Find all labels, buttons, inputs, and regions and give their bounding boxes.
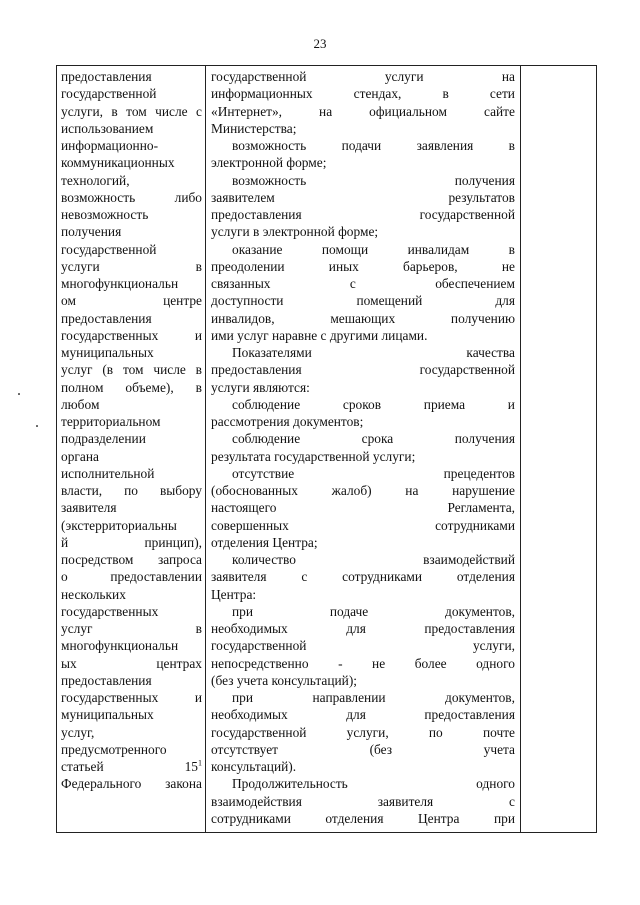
text-line: государственных и — [61, 690, 202, 705]
text-line: Показателями качества — [232, 345, 515, 360]
text-line: технологий, — [61, 172, 130, 188]
text-line: предоставления государственной — [211, 362, 515, 378]
text-line: необходимых для предоставления — [211, 621, 515, 636]
text-line: соблюдение сроков приема и — [232, 396, 515, 412]
text-line: заявителя — [61, 500, 117, 516]
text-line: муниципальных — [61, 345, 154, 360]
text-line: возможность получения — [232, 172, 515, 188]
criteria-column — [57, 66, 206, 832]
margin-dot — [36, 425, 38, 427]
text-line: государственной услуги, по почте — [211, 724, 515, 740]
text-line: предоставления — [61, 69, 152, 84]
text-line: результата государственной услуги; — [211, 448, 416, 464]
text-line: полном объеме), в — [61, 379, 202, 395]
text-line: услуг (в том числе в — [61, 362, 202, 378]
text-line: доступности помещений для — [211, 293, 515, 309]
text-line: услуг в — [61, 621, 202, 636]
indicators-column — [206, 66, 521, 832]
text-line: оказание помощи инвалидам в — [232, 241, 515, 257]
text-line: ом центре — [61, 293, 202, 309]
text-line: услуги являются: — [211, 379, 310, 395]
text-line: (без учета консультаций); — [211, 672, 357, 688]
text-line: связанных с обеспечением — [211, 276, 515, 291]
text-line: преодолении иных барьеров, не — [211, 258, 515, 274]
text-line: территориальном — [61, 414, 161, 429]
text-line: возможность подачи заявления в — [232, 138, 515, 153]
text-line: предоставления государственной — [211, 207, 515, 222]
text-line: количество взаимодействий — [232, 552, 515, 567]
text-line: подразделении — [61, 431, 146, 447]
text-line: взаимодействия заявителя с — [211, 793, 515, 809]
empty-column — [521, 66, 596, 832]
text-line: соблюдение срока получения — [232, 431, 515, 447]
text-line: при направлении документов, — [232, 690, 515, 705]
text-line: услуги, в том числе с — [61, 103, 202, 119]
text-line: непосредственно - не более одного — [211, 655, 515, 671]
text-line: статьей $15^1$ — [61, 758, 202, 774]
text-line: государственной услуги на — [211, 69, 515, 84]
text-line: Центра: — [211, 586, 257, 602]
text-line: при подаче документов, — [232, 603, 515, 619]
text-line: й принцип), — [61, 534, 202, 550]
text-line: получения — [61, 224, 122, 240]
text-line: муниципальных — [61, 707, 154, 723]
text-line: ими услуг наравне с другими лицами. — [211, 327, 428, 343]
text-line: любом — [61, 396, 100, 412]
text-line: сотрудниками отделения Центра при — [211, 810, 515, 826]
text-line: государственных — [61, 603, 159, 619]
text-line: совершенных сотрудниками — [211, 517, 515, 533]
text-line: «Интернет», на официальном сайте — [211, 103, 515, 119]
indicators-text — [206, 66, 520, 827]
text-line: инвалидов, мешающих получению — [211, 310, 515, 326]
text-line: необходимых для предоставления — [211, 707, 515, 723]
text-line: использованием — [61, 120, 154, 136]
text-line: заявителем результатов — [211, 189, 515, 205]
text-line: многофункциональн — [61, 638, 179, 654]
text-line: государственной — [61, 86, 157, 102]
text-line: Министерства; — [211, 120, 297, 136]
text-line: власти, по выбору — [61, 483, 202, 498]
requirements-table — [56, 65, 597, 833]
text-line: отсутствие прецедентов — [232, 465, 515, 481]
text-line: информационных стендах, в сети — [211, 86, 515, 102]
text-line: государственной услуги, — [211, 638, 515, 654]
margin-dot — [18, 393, 20, 395]
text-line: исполнительной — [61, 465, 155, 481]
text-line: нескольких — [61, 586, 126, 602]
text-line: электронной форме; — [211, 155, 327, 171]
text-line: предоставления — [61, 310, 152, 326]
text-line: настоящего Регламента, — [211, 500, 515, 516]
text-line: услуги в — [61, 258, 202, 274]
text-line: невозможность — [61, 207, 149, 222]
text-line: о предоставлении — [61, 569, 202, 585]
text-line: ых центрах — [61, 655, 202, 671]
text-line: услуги в электронной форме; — [211, 224, 379, 240]
text-line: консультаций). — [211, 759, 297, 774]
text-line: заявителя с сотрудниками отделения — [211, 569, 515, 585]
text-line: многофункциональн — [61, 276, 179, 291]
text-line: Федерального закона — [61, 776, 202, 792]
text-line: коммуникационных — [61, 155, 175, 171]
criteria-text — [57, 66, 205, 793]
text-line: возможность либо — [61, 189, 202, 205]
text-line: отсутствует (без учета — [211, 741, 515, 757]
page-number: 23 — [313, 36, 327, 51]
text-line: государственной — [61, 241, 157, 257]
text-line: отделения Центра; — [211, 534, 318, 550]
text-line: государственных и — [61, 327, 202, 343]
text-line: предоставления — [61, 672, 152, 688]
text-line: предусмотренного — [61, 741, 167, 757]
text-line: (экстерриториальны — [61, 517, 177, 533]
text-line: Продолжительность одного — [232, 776, 515, 792]
text-line: информационно- — [61, 138, 159, 153]
text-line: рассмотрения документов; — [211, 414, 364, 429]
text-line: (обоснованных жалоб) на нарушение — [211, 483, 515, 498]
text-line: посредством запроса — [61, 552, 202, 567]
text-line: органа — [61, 448, 99, 464]
text-line: услуг, — [61, 724, 95, 740]
